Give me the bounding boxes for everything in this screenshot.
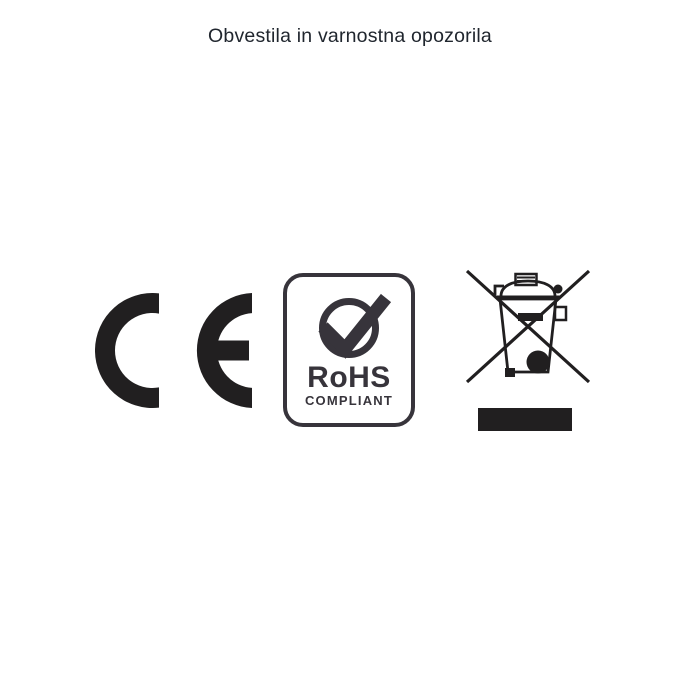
ce-letter-e-bar [214, 341, 249, 361]
weee-mark [462, 268, 592, 435]
weee-side-tab [555, 307, 566, 320]
weee-foot [505, 368, 515, 377]
ce-letter-c [95, 293, 159, 408]
weee-bin-lid [501, 281, 555, 296]
weee-handle [516, 274, 537, 285]
ce-mark [95, 293, 252, 408]
weee-body-dash [518, 313, 543, 321]
weee-wheel [527, 351, 550, 374]
ce-mark-icon [95, 293, 252, 408]
weee-bar [478, 408, 572, 431]
rohs-label: RoHS [307, 361, 391, 394]
weee-lid-knob [554, 285, 563, 294]
weee-bin-icon [462, 268, 592, 435]
rohs-badge [283, 273, 415, 427]
page-title: Obvestila in varnostna opozorila [208, 25, 492, 47]
rohs-compliant-label: COMPLIANT [304, 393, 394, 408]
weee-handle-grip-lines [517, 278, 535, 282]
